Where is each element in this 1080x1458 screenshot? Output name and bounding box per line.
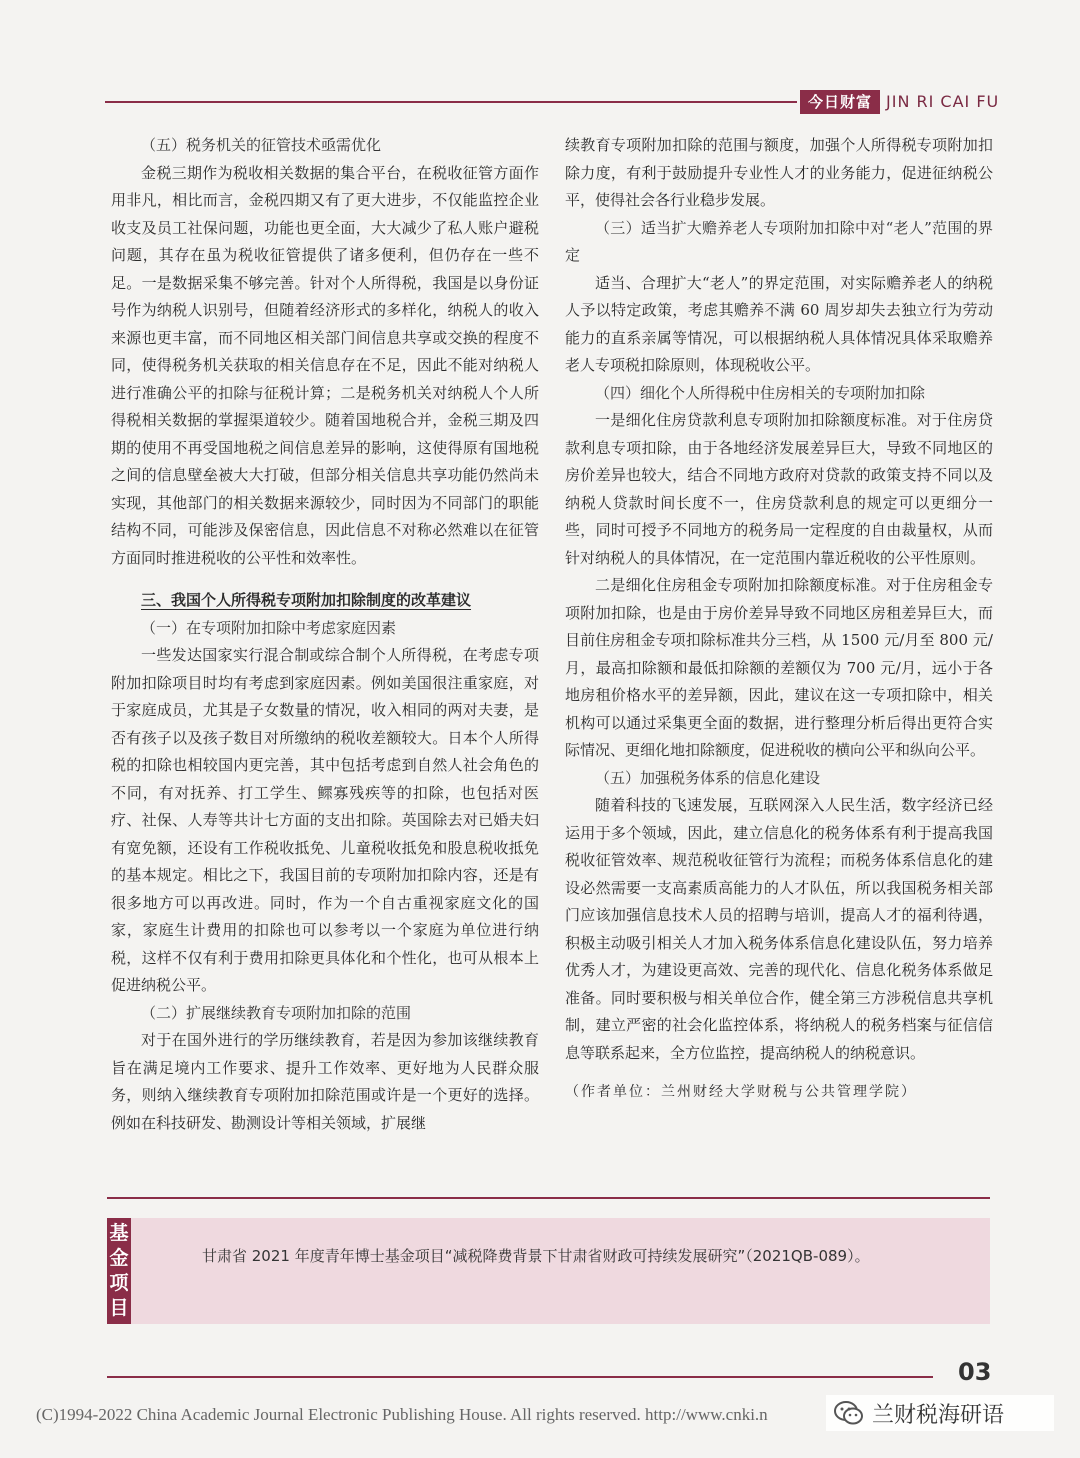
section-divider: [107, 1197, 990, 1199]
section-heading: 三、我国个人所得税专项附加扣除制度的改革建议: [141, 591, 472, 609]
subheading: （二）扩展继续教育专项附加扣除的范围: [141, 1003, 412, 1022]
fund-text: 甘肃省 2021 年度青年博士基金项目“减税降费背景下甘肃省财政可持续发展研究”（2021QB-089）。: [202, 1247, 870, 1265]
paragraph: 对于在国外进行的学历继续教育，若是因为参加该继续教育旨在满足境内工作要求、提升工作效率、更好地为人民群众服务，则纳入继续教育专项附加扣除范围或许是一个更好的选择。例如在科技研发、勘测设计等相关领域，扩展继: [111, 1031, 539, 1132]
paragraph: 二是细化住房租金专项附加扣除额度标准。对于住房租金专项附加扣除，也是由于房价差异导致不同地区房租差异巨大，而目前住房租金专项扣除标准共分三档，从 1500 元/月至 800 元/月，最高扣除额和最低扣除额的差额仅为 700 元/月，远小于各地房租价格水平的差异额，因此，建议在这一专项扣除中，相关机构可以通过采集更全面的数据，进行整理分析后得出更符合实际情况、更细化地扣除额度，促进税收的横向公平和纵向公平。: [565, 576, 993, 759]
page-number: 03: [958, 1358, 992, 1386]
subheading: （三）适当扩大赡养老人专项附加扣除中对“老人”范围的界定: [565, 218, 993, 264]
subheading: （四）细化个人所得税中住房相关的专项附加扣除: [595, 383, 926, 402]
author-affiliation: （作者单位：兰州财经大学财税与公共管理学院）: [565, 1084, 917, 1100]
magazine-title-cn: 今日财富: [800, 90, 880, 114]
subheading: （五）加强税务体系的信息化建设: [595, 768, 821, 787]
paragraph: 一些发达国家实行混合制或综合制个人所得税，在考虑专项附加扣除项目时均有考虑到家庭因素。例如美国很注重家庭，对于家庭成员，尤其是子女数量的情况，收入相同的两对夫妻，是否有孩子以及孩子数目对所缴纳的税收差额较大。日本个人所得税的扣除也相较国内更完善，其中包括考虑到自然人社会角色的不同，有对抚养、打工学生、鳏寡残疾等的扣除，也包括对医疗、社保、人寿等共计七方面的支出扣除。英国除去对已婚夫妇有宽免额，还设有工作税收抵免、儿童税收抵免和股息税收抵免的基本规定。相比之下，我国目前的专项附加扣除内容，还是有很多地方可以再改进。同时，作为一个自古重视家庭文化的国家，家庭生计费用的扣除也可以参考以一个家庭为单位进行纳税，这样不仅有利于费用扣除更具体化和个性化，也可从根本上促进纳税公平。: [111, 646, 539, 994]
right-column: [565, 132, 993, 1107]
paragraph: 一是细化住房贷款利息专项附加扣除额度标准。对于住房贷款利息专项扣除，由于各地经济发展差异巨大，导致不同地区的房价差异也较大，结合不同地方政府对贷款的政策支持不同以及纳税人贷款时间长度不一，住房贷款利息的规定可以更细分一些，同时可授予不同地方的税务局一定程度的自由裁量权，从而针对纳税人的具体情况，在一定范围内靠近税收的公平性原则。: [565, 411, 993, 567]
header-rule: [105, 101, 797, 103]
fund-label: 基金项目: [107, 1218, 131, 1324]
wechat-icon: [832, 1396, 866, 1430]
fund-box: [107, 1218, 990, 1324]
magazine-title-latin: JIN RI CAI FU: [886, 92, 1000, 111]
copyright-notice: (C)1994-2022 China Academic Journal Electronic Publishing House. All rights reserved. http://www.cnki.n: [36, 1405, 768, 1424]
paragraph: 金税三期作为税收相关数据的集合平台，在税收征管方面作用非凡，相比而言，金税四期又有了更大进步，不仅能监控企业收支及员工社保问题，功能也更全面，大大减少了私人账户避税问题，其存在虽为税收征管提供了诸多便利，但仍存在一些不足。一是数据采集不够完善。针对个人所得税，我国是以身份证号作为纳税人识别号，但随着经济形式的多样化，纳税人的收入来源也更丰富，而不同地区相关部门间信息共享或交换的程度不同，使得税务机关获取的相关信息存在不足，因此不能对纳税人进行准确公平的扣除与征税计算；二是税务机关对纳税人个人所得税相关数据的掌握渠道较少。随着国地税合并，金税三期及四期的使用不再受国地税之间信息差异的影响，这使得原有国地税之间的信息壁垒被大大打破，但部分相关信息共享功能仍然尚未实现，其他部门的相关数据来源较少，同时因为不同部门的职能结构不同，可能涉及保密信息，因此信息不对称必然难以在征管方面同时推进税收的公平性和效率性。: [111, 163, 539, 567]
watermark-text: 兰财税海研语: [872, 1402, 1005, 1428]
watermark: [826, 1395, 1054, 1431]
subheading: （一）在专项附加扣除中考虑家庭因素: [141, 618, 397, 637]
footer-rule: [107, 1376, 933, 1378]
subheading: （五）税务机关的征管技术亟需优化: [141, 136, 382, 154]
paragraph: 适当、合理扩大“老人”的界定范围，对实际赡养老人的纳税人予以特定政策，考虑其赡养不满 60 周岁却失去独立行为劳动能力的直系亲属等情况，可以根据纳税人具体情况具体采取赡养老人专项税扣除原则，体现税收公平。: [565, 273, 993, 374]
paragraph: 续教育专项附加扣除的范围与额度，加强个人所得税专项附加扣除力度，有利于鼓励提升专业性人才的业务能力，促进征纳税公平，使得社会各行业稳步发展。: [565, 136, 993, 209]
left-column: [111, 132, 539, 1137]
paragraph: 随着科技的飞速发展，互联网深入人民生活，数字经济已经运用于多个领域，因此，建立信息化的税务体系有利于提高我国税收征管效率、规范税收征管行为流程；而税务体系信息化的建设必然需要一支高素质高能力的人才队伍，所以我国税务相关部门应该加强信息技术人员的招聘与培训，提高人才的福利待遇，积极主动吸引相关人才加入税务体系信息化建设队伍，努力培养优秀人才，为建设更高效、完善的现代化、信息化税务体系做足准备。同时要积极与相关单位合作，健全第三方涉税信息共享机制，建立严密的社会化监控体系，将纳税人的税务档案与征信信息等联系起来，全方位监控，提高纳税人的纳税意识。: [565, 796, 993, 1062]
